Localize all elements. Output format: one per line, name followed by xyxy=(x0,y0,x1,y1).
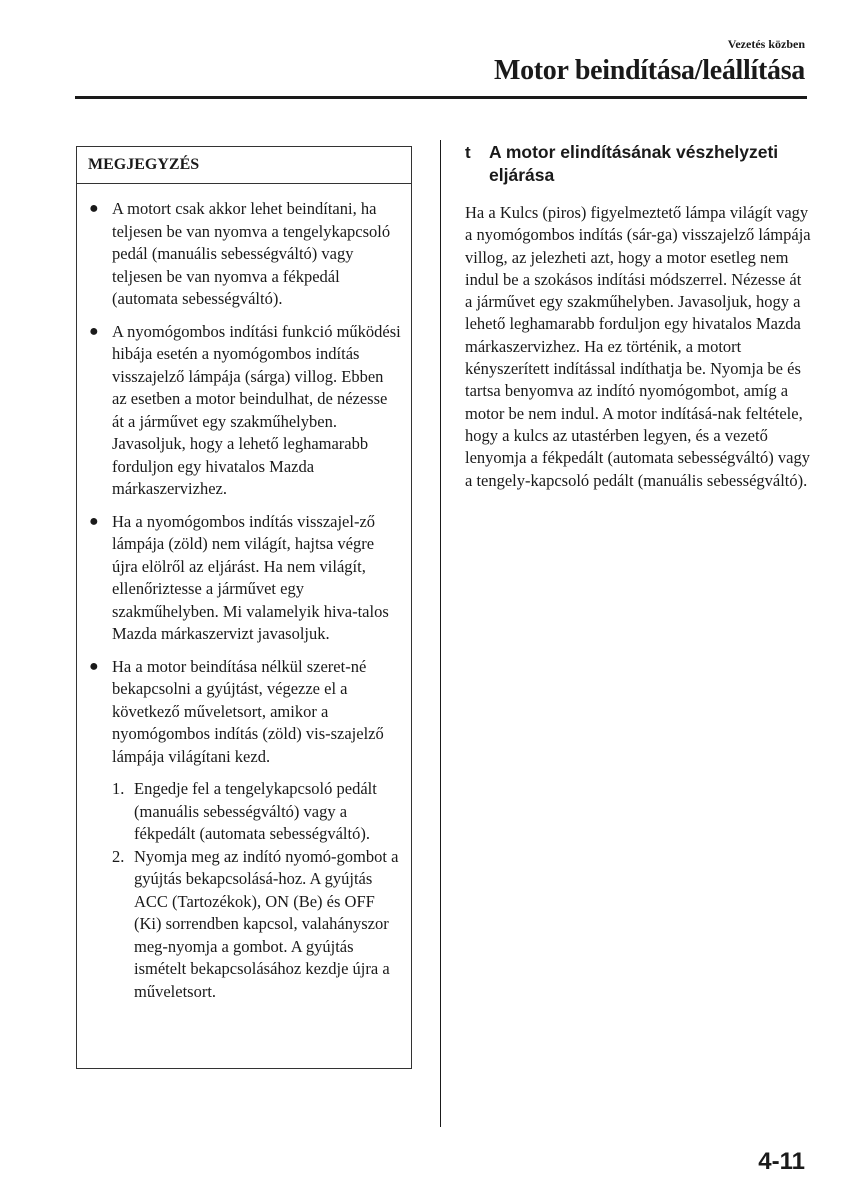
bullet-icon: ● xyxy=(89,322,99,340)
note-bullet-text: Ha a nyomógombos indítás visszajel-ző lámpája (zöld) nem világít, hajtsa végre újra elölről az eljárást. Ha nem világít, ellenőriztesse a járművet egy szakműhelyben. Mi valamelyik hiva-talos Mazda márkaszervizt javasoljuk. xyxy=(112,511,389,643)
step-text: Nyomja meg az indító nyomó-gombot a gyújtás bekapcsolásá-hoz. A gyújtás ACC (Tartozékok), ON (Be) és OFF (Ki) sorrendben kapcsol, valahányszor meg-nyomja a gombot. A gyújtás ismételt bekapcsolásához kezdje újra a műveletsort. xyxy=(134,846,399,1001)
note-bullet-list xyxy=(77,184,411,1003)
running-header-section: Vezetés közben xyxy=(727,37,805,51)
note-bullet-item xyxy=(87,656,401,1004)
column-divider xyxy=(440,140,441,1127)
numbered-steps xyxy=(112,778,401,1003)
bullet-icon: ● xyxy=(89,657,99,675)
note-bullet-text: A nyomógombos indítási funkció működési hibája esetén a nyomógombos indítás visszajelző lámpája (sárga) villog. Ebben az esetben a motor beindulhat, de nézesse át a járművet egy szakműhelyben. Javasoljuk, hogy a lehető leghamarabb forduljon egy hivatalos Mazda márkaszervizhez. xyxy=(112,321,401,498)
section-body: Ha a Kulcs (piros) figyelmeztető lámpa világít vagy a nyomógombos indítás (sár-ga) visszajelző lámpája villog, az jelezheti azt, hogy a motor esetleg nem indul be a szokásos indítási módszerrel. Nézesse át a járművet egy szakműhelyben. Javasoljuk, hogy a lehető leghamarabb forduljon egy hivatalos Mazda márkaszervizhez. Ha ez történik, a motort kényszerített indítással indíthatja be. Nyomja be és tartsa benyomva az indító nyomógombot, amíg a motor be nem indul. A motor indításá-nak feltétele, hogy a kulcs az utastérben legyen, és a vezető lenyomja a fékpedált (automata sebességváltó) vagy a tengely-kapcsoló pedált (manuális sebességváltó). xyxy=(465,203,811,490)
page-title: Motor beindítása/leállítása xyxy=(493,55,805,86)
bullet-icon: ● xyxy=(89,200,99,217)
step-text: Engedje fel a tengelykapcsoló pedált (manuális sebességváltó) vagy a fékpedált (automata sebességváltó). xyxy=(134,779,377,843)
bullet-icon: ● xyxy=(89,512,99,530)
note-bullet-item xyxy=(87,511,401,646)
note-bullet-text: Ha a motor beindítása nélkül szeret-né bekapcsolni a gyújtást, végezze el a következő műveletsort, amikor a nyomógombos indítás (zöld) vis-szajelző lámpája világítani kezd. xyxy=(112,656,384,766)
note-bullet-item xyxy=(87,321,401,501)
step-item xyxy=(112,778,401,846)
section-heading-text: A motor elindításának vészhelyzeti eljárása xyxy=(489,142,779,185)
right-column xyxy=(465,141,811,492)
step-number: 1. xyxy=(112,779,125,798)
note-bullet-text: A motort csak akkor lehet beindítani, ha teljesen be van nyomva a tengelykapcsoló pedál (manuális sebességváltó) vagy teljesen be van nyomva a fékpedál (automata sebességváltó). xyxy=(112,199,391,308)
page-number: 4-11 xyxy=(758,1148,805,1175)
header-divider xyxy=(75,96,807,99)
section-marker-icon: t xyxy=(465,143,471,162)
section-heading xyxy=(465,141,811,187)
step-item xyxy=(112,846,401,1004)
note-bullet-item xyxy=(87,198,401,311)
step-number: 2. xyxy=(112,846,125,866)
note-box xyxy=(76,146,412,1069)
note-heading: MEGJEGYZÉS xyxy=(77,147,411,184)
